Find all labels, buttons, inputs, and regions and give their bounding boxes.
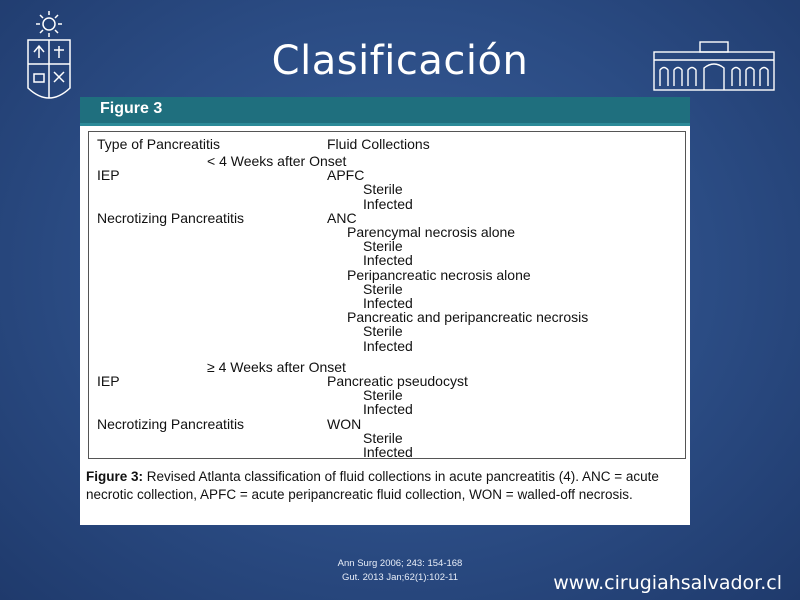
table-row-text: Infected bbox=[363, 252, 413, 269]
hospital-building-icon bbox=[652, 40, 776, 92]
figure-label: Figure 3 bbox=[100, 100, 163, 117]
table-row-text: Sterile bbox=[363, 429, 403, 446]
caption-label: Figure 3: bbox=[86, 469, 144, 484]
table-row-text: Sterile bbox=[363, 323, 403, 340]
table-row-text: Sterile bbox=[363, 238, 403, 255]
table-row-collection: WON bbox=[327, 415, 362, 432]
reference-line: Gut. 2013 Jan;62(1):102-11 bbox=[341, 572, 458, 583]
figure-header bbox=[80, 97, 690, 126]
table-row-text: Infected bbox=[363, 337, 413, 354]
table-row-text: Necrotizing Pancreatitis bbox=[97, 209, 245, 226]
classification-table bbox=[88, 131, 686, 459]
figure-image bbox=[80, 97, 690, 525]
table-row-text: Peripancreatic necrosis alone bbox=[347, 266, 531, 283]
reference-line: Ann Surg 2006; 243: 154-168 bbox=[337, 558, 463, 569]
table-row-text: Sterile bbox=[363, 387, 403, 404]
table-row-text: IEP bbox=[97, 167, 120, 184]
table-row-text: Infected bbox=[363, 295, 413, 311]
table-row-text: Sterile bbox=[363, 181, 403, 198]
table-row-text: Sterile bbox=[363, 280, 403, 297]
website-url: www.cirugiahsalvador.cl bbox=[553, 572, 782, 594]
header-fluid-collections: Fluid Collections bbox=[327, 136, 430, 152]
table-row-text: Pancreatic and peripancreatic necrosis bbox=[347, 309, 589, 326]
slide-title: Clasificación bbox=[271, 38, 529, 84]
table-row-text: Parencymal necrosis alone bbox=[347, 224, 516, 240]
table-row-text: ≥ 4 Weeks after Onset bbox=[207, 358, 346, 375]
table-row-text: Infected bbox=[363, 195, 413, 212]
table-row-collection: APFC bbox=[327, 167, 365, 184]
header-type-of-pancreatitis: Type of Pancreatitis bbox=[97, 136, 220, 152]
table-row-text: Infected bbox=[363, 444, 413, 460]
caption-text: Revised Atlanta classification of fluid collections in acute pancreatitis (4). ANC = acute necrotic collection, APFC = acute peripancreatic fluid collection, WON = walled-off necrosis. bbox=[86, 469, 659, 502]
table-row-collection: ANC bbox=[327, 209, 357, 226]
table-row-text: Infected bbox=[363, 401, 413, 418]
table-row-collection: Pancreatic pseudocyst bbox=[327, 373, 468, 389]
table-row-text: Necrotizing Pancreatitis bbox=[97, 415, 245, 432]
figure-caption bbox=[86, 468, 684, 504]
table-row-text: < 4 Weeks after Onset bbox=[207, 153, 347, 169]
table-row-text: IEP bbox=[97, 373, 120, 389]
